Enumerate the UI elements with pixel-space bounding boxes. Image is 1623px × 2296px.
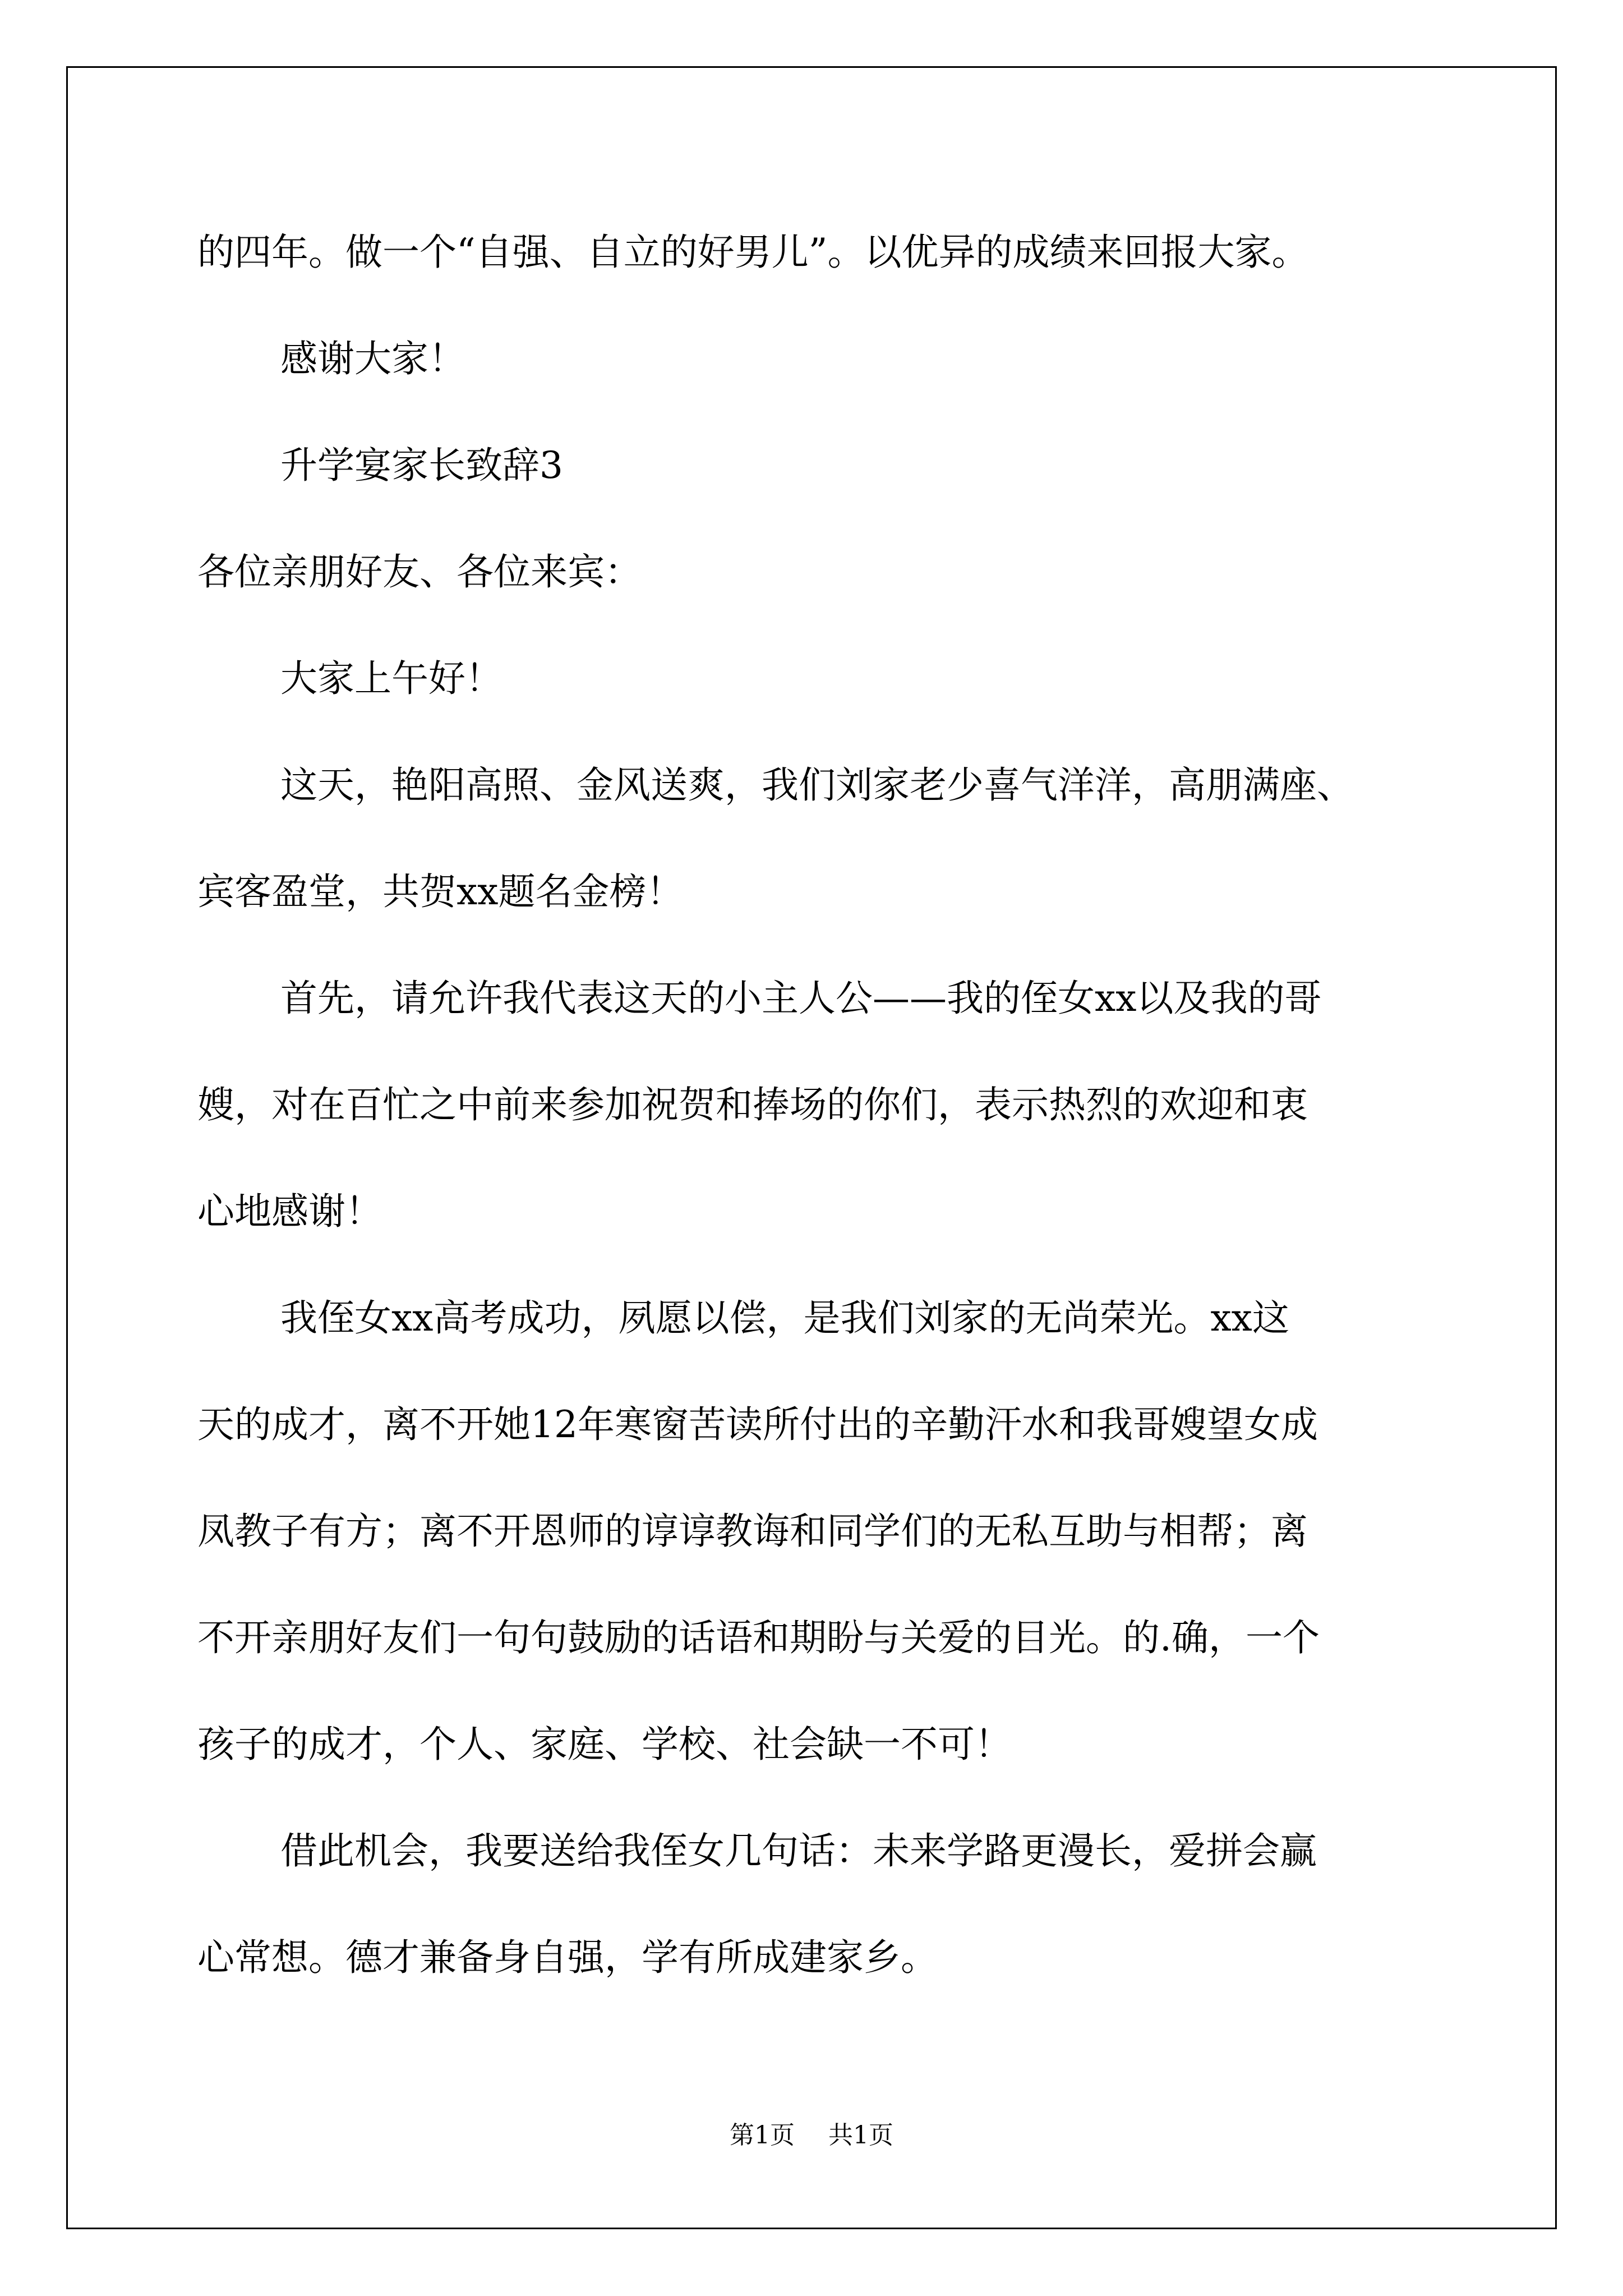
text-line-14: 不开亲朋好友们一句句鼓励的话语和期盼与关爱的目光。的.确，一个	[197, 1616, 1320, 1659]
document-body	[197, 199, 1431, 2011]
text-line-16: 借此机会，我要送给我侄女几句话：未来学路更漫长，爱拼会赢	[280, 1829, 1317, 1872]
text-line-2: 感谢大家！	[280, 337, 465, 380]
text-line-8: 首先，请允许我代表这天的小主人公——我的侄女xx以及我的哥	[280, 977, 1322, 1020]
greeting: 大家上午好！	[280, 657, 502, 700]
page-footer	[0, 2119, 1623, 2152]
text-line-17: 心常想。德才兼备身自强，学有所成建家乡。	[197, 1936, 938, 1979]
text-line-15: 孩子的成才，个人、家庭、学校、社会缺一不可！	[197, 1723, 1012, 1766]
salutation: 各位亲朋好友、各位来宾：	[197, 550, 642, 593]
text-line-6: 这天，艳阳高照、金风送爽，我们刘家老少喜气洋洋，高朋满座、	[280, 763, 1354, 807]
page-total: 共1页	[828, 2121, 893, 2150]
section-title: 升学宴家长致辞3	[280, 444, 563, 487]
page-number: 第1页	[730, 2121, 795, 2150]
text-line-7: 宾客盈堂，共贺xx题名金榜！	[197, 870, 684, 913]
text-line-11: 我侄女xx高考成功，夙愿以偿，是我们刘家的无尚荣光。xx这	[280, 1296, 1289, 1340]
text-line-10: 心地感谢！	[197, 1190, 382, 1233]
text-line-9: 嫂，对在百忙之中前来参加祝贺和捧场的你们，表示热烈的欢迎和衷	[197, 1083, 1308, 1126]
text-line-12: 天的成才，离不开她12年寒窗苦读所付出的辛勤汗水和我哥嫂望女成	[197, 1403, 1318, 1446]
text-line-1: 的四年。做一个“自强、自立的好男儿”。以优异的成绩来回报大家。	[197, 231, 1309, 274]
text-line-13: 凤教子有方；离不开恩师的谆谆教诲和同学们的无私互助与相帮；离	[197, 1510, 1308, 1553]
